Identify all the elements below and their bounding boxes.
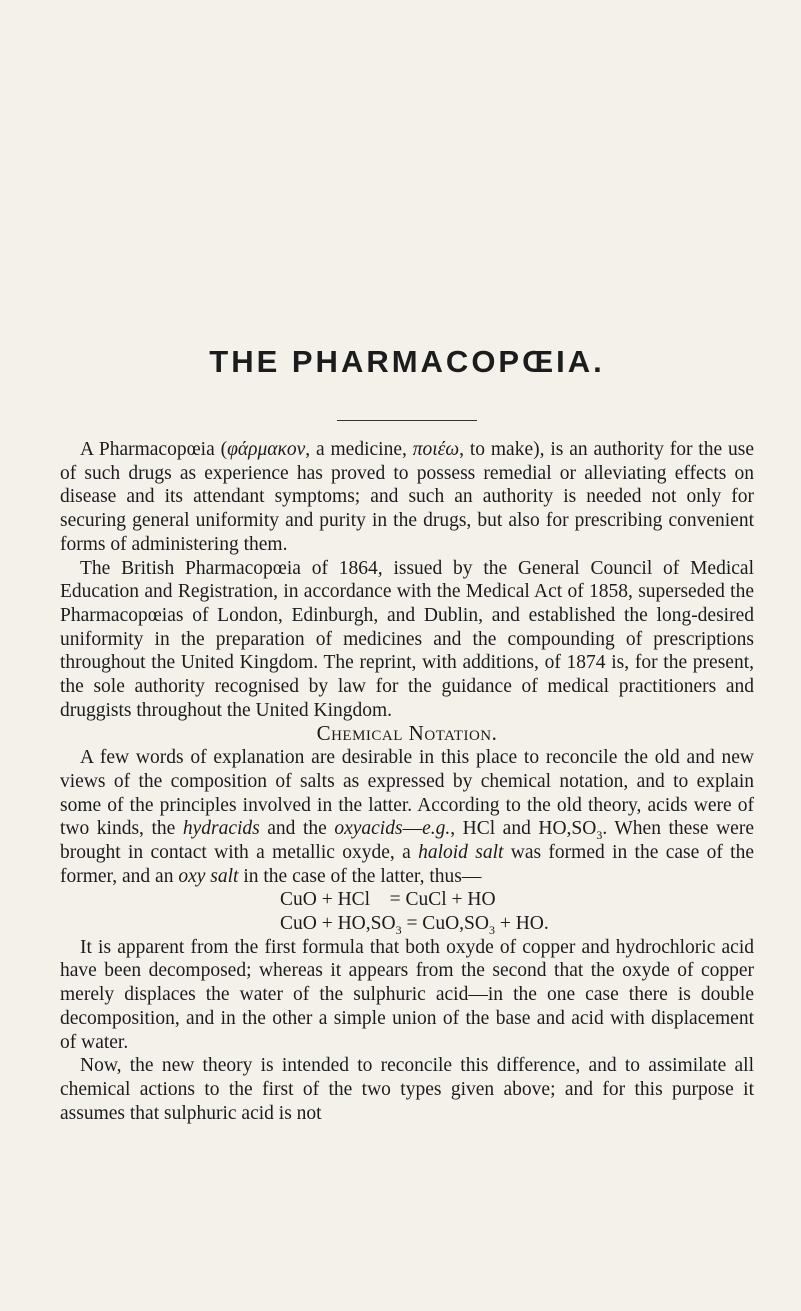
subscript: 3	[488, 922, 495, 937]
italic-term: oxy salt	[178, 865, 239, 887]
text-run: A Pharmacopœia (	[80, 439, 228, 460]
text-run: A few words of explanation are desirable in this place to reconcile the old and new views of the composition of salts as expressed by chemical notation, and to explain some of the principles involved in the latter. According to the old theory, acids were of two kinds, the	[60, 747, 754, 840]
paragraph-formula-explanation: It is apparent from the first formula that both oxyde of copper and hydrochloric acid have been decomposed; whereas it appears from the second that the oxyde of copper merely displaces the water of the sulphuric acid—in the one case there is double decomposition, and in the other a simple union of the base and acid with displacement of water.	[60, 936, 754, 1053]
text-run: and the	[259, 818, 335, 840]
paragraph-new-theory: Now, the new theory is intended to reconcile this difference, and to assimilate all chemical actions to the first of the two types given above; and for this purpose it assumes that sulphuric acid is not	[60, 1055, 754, 1124]
text-run: —	[402, 818, 423, 840]
italic-term: haloid salt	[418, 841, 504, 863]
section-heading: Chemical Notation.	[316, 721, 498, 746]
text-run: CuO + HO,SO	[280, 913, 396, 935]
text-run: in the case of the latter, thus—	[238, 865, 482, 887]
italic-term: oxyacids	[334, 818, 403, 840]
text-run: , to make), is an authority for the use of such drugs as experience has proved to possess remedial or alleviating effects on disease and its attendant symptoms; and such an authority is needed not only for securing general uniformity and purity in the drugs, but also for prescribing convenient forms of administering them.	[60, 439, 754, 555]
paragraph-intro	[60, 438, 754, 557]
book-page	[60, 0, 754, 1311]
paragraph-british-pharmacopoeia: The British Pharmacopœia of 1864, issued by the General Council of Medical Education and Registration, in accordance with the Medical Act of 1858, superseded the Pharmacopœias of London, Edinburgh, and Dublin, and established the long-desired uniformity in the preparation of medicines and the compounding of prescriptions throughout the United Kingdom. The reprint, with additions, of 1874 is, for the present, the sole authority recognised by law for the guidance of medical practitioners and druggists throughout the United Kingdom.	[60, 557, 754, 721]
text-run: = CuO,SO	[401, 913, 489, 935]
text-run: , HCl and HO,SO	[450, 818, 597, 840]
formula-2	[60, 912, 754, 936]
text-run: . When these were brought in contact with a metallic oxyde, a	[60, 818, 754, 863]
italic-term: e.g.	[422, 818, 451, 840]
text-run: was formed in the case of the former, and an	[60, 841, 754, 887]
text-run: , a medicine,	[305, 439, 413, 460]
title-rule	[337, 420, 477, 421]
subscript: 3	[395, 922, 402, 937]
subscript: 3	[596, 828, 603, 843]
italic-term: hydracids	[182, 818, 260, 840]
page-title: THE PHARMACOPŒIA.	[209, 344, 605, 379]
text-run: + HO.	[494, 913, 549, 935]
greek-word: ποιέω	[412, 439, 460, 460]
body-text	[60, 438, 754, 1125]
paragraph-chemical-notation	[60, 746, 754, 888]
formula-1: CuO + HCl = CuCl + HO	[280, 889, 496, 911]
greek-word: φάρμακον	[227, 439, 306, 460]
